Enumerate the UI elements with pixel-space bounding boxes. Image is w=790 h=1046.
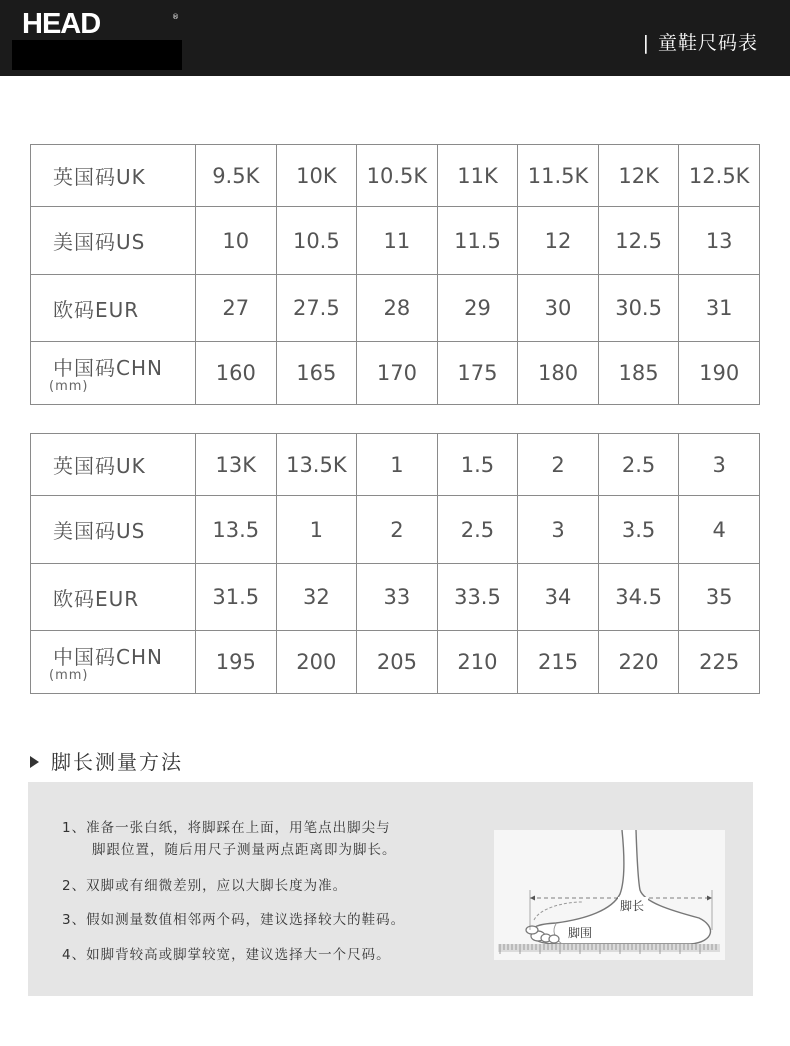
table-cell: 215 xyxy=(518,631,599,694)
table-cell: 2.5 xyxy=(598,434,679,496)
table-cell: 34.5 xyxy=(598,564,679,631)
table-cell: 13 xyxy=(679,207,760,275)
table-cell: 10K xyxy=(276,145,357,207)
table-row-us xyxy=(31,207,760,275)
row-label: 英国码UK xyxy=(31,434,196,496)
size-table-1 xyxy=(30,144,760,405)
table-cell: 3 xyxy=(679,434,760,496)
row-label-text: 中国码CHN xyxy=(53,356,163,380)
size-table-2 xyxy=(30,433,760,694)
table-row-uk xyxy=(31,434,760,496)
table-cell: 27.5 xyxy=(276,275,357,342)
unit-label: (mm) xyxy=(49,668,89,683)
table-cell: 200 xyxy=(276,631,357,694)
page-title: | 童鞋尺码表 xyxy=(642,32,758,54)
table-cell: 180 xyxy=(518,342,599,405)
step-4: 4、如脚背较高或脚掌较宽，建议选择大一个尺码。 xyxy=(62,947,391,963)
table-cell: 160 xyxy=(196,342,277,405)
row-label xyxy=(31,631,196,694)
table-cell: 1.5 xyxy=(437,434,518,496)
table-cell: 30 xyxy=(518,275,599,342)
table-cell: 10.5K xyxy=(357,145,438,207)
table-cell: 32 xyxy=(276,564,357,631)
table-cell: 13.5K xyxy=(276,434,357,496)
step-1-line-2: 脚跟位置，随后用尺子测量两点距离即为脚长。 xyxy=(92,842,397,858)
table-cell: 33.5 xyxy=(437,564,518,631)
row-label: 欧码EUR xyxy=(31,564,196,631)
table-cell: 31.5 xyxy=(196,564,277,631)
table-cell: 11.5K xyxy=(518,145,599,207)
foot-measure-diagram xyxy=(494,830,725,960)
step-1-line-1: 1、准备一张白纸，将脚踩在上面，用笔点出脚尖与 xyxy=(62,820,391,836)
table-cell: 27 xyxy=(196,275,277,342)
table-cell: 1 xyxy=(276,496,357,564)
head-logo xyxy=(22,8,180,38)
table-cell: 12 xyxy=(518,207,599,275)
table-cell: 175 xyxy=(437,342,518,405)
table-cell: 190 xyxy=(679,342,760,405)
svg-text:脚长: 脚长 xyxy=(620,899,645,913)
triangle-right-icon xyxy=(30,756,39,768)
table-cell: 10 xyxy=(196,207,277,275)
table-cell: 2 xyxy=(357,496,438,564)
table-cell: 29 xyxy=(437,275,518,342)
measure-method-panel xyxy=(28,782,753,996)
table-cell: 165 xyxy=(276,342,357,405)
table-cell: 2.5 xyxy=(437,496,518,564)
table-cell: 9.5K xyxy=(196,145,277,207)
row-label: 欧码EUR xyxy=(31,275,196,342)
step-3: 3、假如测量数值相邻两个码，建议选择较大的鞋码。 xyxy=(62,912,406,928)
table-cell: 3.5 xyxy=(598,496,679,564)
table-cell: 185 xyxy=(598,342,679,405)
row-label-text: 中国码CHN xyxy=(53,645,163,669)
table-cell: 225 xyxy=(679,631,760,694)
table-cell: 31 xyxy=(679,275,760,342)
table-row-chn xyxy=(31,631,760,694)
table-cell: 205 xyxy=(357,631,438,694)
brand-bar xyxy=(12,40,182,70)
page-header xyxy=(0,0,790,76)
table-cell: 28 xyxy=(357,275,438,342)
svg-text:®: ® xyxy=(172,13,179,21)
table-cell: 11.5 xyxy=(437,207,518,275)
row-label xyxy=(31,342,196,405)
table-cell: 12.5 xyxy=(598,207,679,275)
table-cell: 12.5K xyxy=(679,145,760,207)
foot-icon xyxy=(494,830,725,960)
table-cell: 30.5 xyxy=(598,275,679,342)
table-cell: 33 xyxy=(357,564,438,631)
table-cell: 34 xyxy=(518,564,599,631)
table-cell: 12K xyxy=(598,145,679,207)
table-row-chn xyxy=(31,342,760,405)
table-row-eur xyxy=(31,275,760,342)
table-cell: 13.5 xyxy=(196,496,277,564)
table-cell: 11K xyxy=(437,145,518,207)
row-label: 美国码US xyxy=(31,496,196,564)
table-cell: 220 xyxy=(598,631,679,694)
table-cell: 1 xyxy=(357,434,438,496)
row-label: 美国码US xyxy=(31,207,196,275)
unit-label: (mm) xyxy=(49,379,89,394)
table-cell: 11 xyxy=(357,207,438,275)
table-cell: 4 xyxy=(679,496,760,564)
table-row-us xyxy=(31,496,760,564)
table-cell: 35 xyxy=(679,564,760,631)
section-title: 脚长测量方法 xyxy=(30,746,183,775)
table-row-eur xyxy=(31,564,760,631)
table-cell: 3 xyxy=(518,496,599,564)
table-row-uk xyxy=(31,145,760,207)
table-cell: 195 xyxy=(196,631,277,694)
table-cell: 10.5 xyxy=(276,207,357,275)
table-cell: 170 xyxy=(357,342,438,405)
step-2: 2、双脚或有细微差别，应以大脚长度为准。 xyxy=(62,878,348,894)
table-cell: 13K xyxy=(196,434,277,496)
svg-text:脚围: 脚围 xyxy=(568,926,593,940)
row-label: 英国码UK xyxy=(31,145,196,207)
svg-text:HEAD: HEAD xyxy=(22,8,101,38)
table-cell: 2 xyxy=(518,434,599,496)
table-cell: 210 xyxy=(437,631,518,694)
